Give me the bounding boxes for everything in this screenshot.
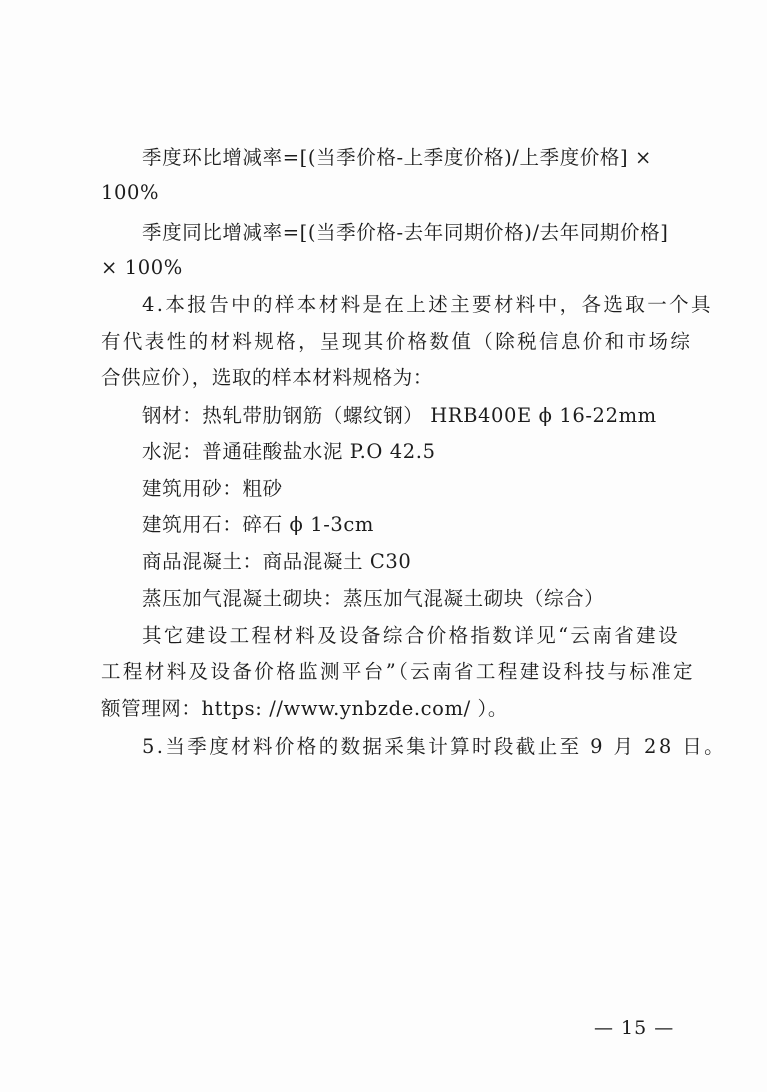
paragraph-4-line-3: 合供应价），选取的样本材料规格为： bbox=[101, 366, 433, 389]
formula-year-on-year-continued: × 100% bbox=[101, 256, 183, 279]
formula-year-on-year: 季度同比增减率=[(当季价格-去年同期价格)/去年同期价格] bbox=[142, 221, 669, 244]
sample-steel: 钢材：热轧带肋钢筋（螺纹钢） HRB400E ϕ 16-22mm bbox=[142, 404, 657, 427]
paragraph-index-line-3: 额管理网：https: //www.ynbzde.com/ ）。 bbox=[101, 697, 509, 720]
sample-cement: 水泥：普通硅酸盐水泥 P.O 42.5 bbox=[142, 440, 436, 463]
sample-concrete: 商品混凝土：商品混凝土 C30 bbox=[142, 550, 412, 573]
paragraph-5: 5.当季度材料价格的数据采集计算时段截止至 9 月 28 日。 bbox=[142, 735, 727, 758]
page-number: — 15 — bbox=[594, 1017, 675, 1039]
formula-quarter-on-quarter-continued: 100% bbox=[101, 181, 160, 204]
paragraph-4-line-1: 4.本报告中的样本材料是在上述主要材料中，各选取一个具 bbox=[142, 293, 713, 316]
paragraph-index-line-1: 其它建设工程材料及设备综合价格指数详见“云南省建设 bbox=[142, 624, 680, 647]
formula-quarter-on-quarter: 季度环比增减率=[(当季价格-上季度价格)/上季度价格] × bbox=[142, 146, 652, 169]
sample-stone: 建筑用石：碎石 ϕ 1-3cm bbox=[142, 513, 375, 536]
paragraph-index-line-2: 工程材料及设备价格监测平台”（云南省工程建设科技与标准定 bbox=[101, 660, 695, 683]
paragraph-4-line-2: 有代表性的材料规格，呈现其价格数值（除税信息价和市场综 bbox=[101, 330, 693, 353]
sample-sand: 建筑用砂：粗砂 bbox=[142, 477, 283, 500]
sample-aerated-block: 蒸压加气混凝土砌块：蒸压加气混凝土砌块（综合） bbox=[142, 587, 605, 610]
